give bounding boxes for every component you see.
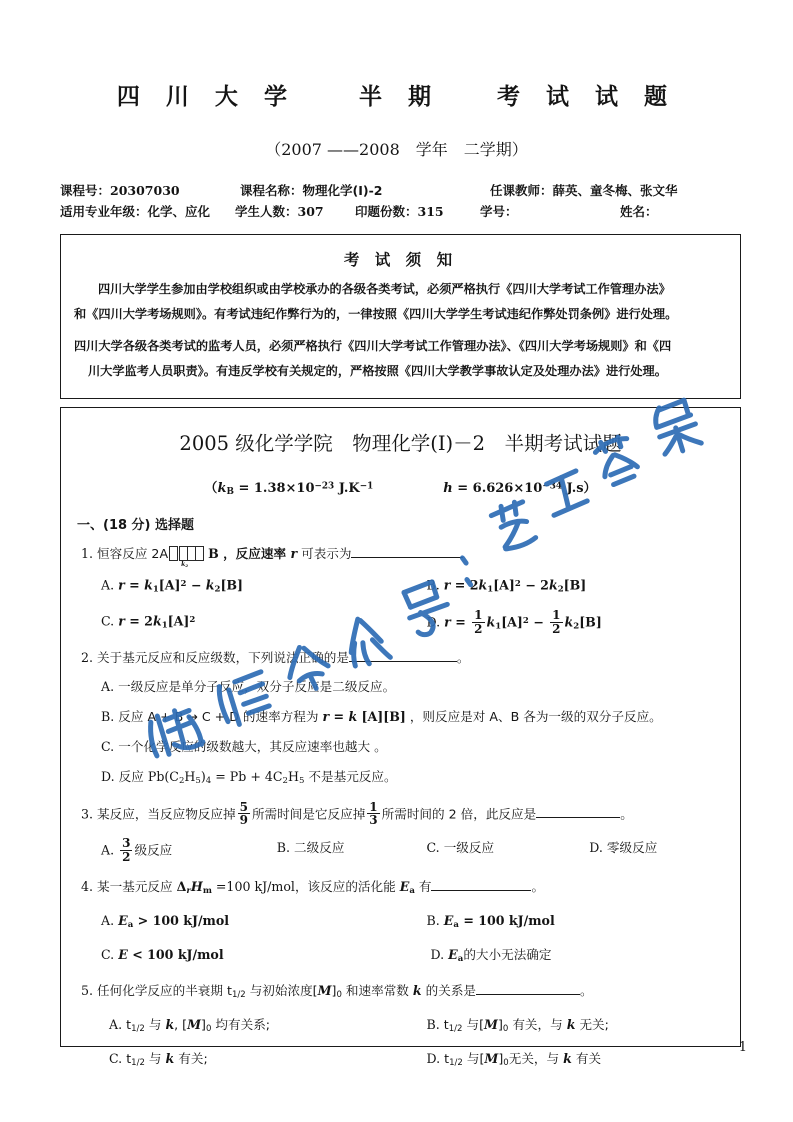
question-2-option-a (101, 677, 726, 697)
copies-label: 印题份数： (355, 204, 418, 219)
question-1-option-row-2: C. $r = 2k_1[A]^2$ D. r = $\frac{1}{2}$ $k_1[A]^2$ − $\frac{1}{2}$ $k_2[B]$ (101, 607, 602, 636)
question-5-option-c-label: C. (109, 1050, 123, 1066)
question-1 (75, 544, 726, 636)
question-3-number: 3. (81, 806, 94, 822)
concentration-symbol: M (317, 982, 332, 998)
major-value: 化学、应化 (147, 204, 211, 219)
question-1-number: 1. (81, 546, 94, 562)
question-5-option-row-1: A. $t_{1/2}$ 与 k, $[M]_0$ 均有关系; B. $t_{1/2}$ 与$[M]_0$ 有关，与 k 无关; (109, 1016, 609, 1034)
delta-subscript: r (186, 886, 191, 897)
major-label: 适用专业年级： (60, 204, 148, 219)
question-1-stem-a: 恒容反应 2A (97, 546, 169, 562)
answer-blank-4[interactable] (431, 890, 531, 891)
question-5-option-d-label: D. (426, 1050, 441, 1066)
students-value: 307 (297, 204, 324, 219)
students-label: 学生人数： (235, 204, 298, 219)
question-3-stem-a: 某反应，当反应物反应掉 (97, 806, 236, 822)
question-1-option-row-1: A. $r = k_1[A]^2 - k_2[B]$ B. $r = 2k_1[A]^2 - 2k_2[B]$ (101, 577, 587, 595)
physical-constants (75, 477, 726, 497)
question-4-stem-c: 有 (414, 879, 432, 895)
exam-type: 半 期 (358, 83, 440, 110)
question-3-option-b-text: 二级反应 (294, 840, 345, 855)
page-title (0, 78, 793, 111)
answer-blank-1[interactable] (351, 557, 463, 558)
question-2-option-a-text: 一级反应是单分子反应，双分子反应是二级反应。 (118, 678, 396, 694)
question-3-stem-end: 。 (620, 806, 633, 822)
question-4-number: 4. (81, 879, 94, 895)
question-2-option-c-text: 一个化学反应的级数越大，其反应速率也越大 。 (118, 738, 387, 754)
answer-blank-2[interactable] (349, 661, 457, 662)
fraction-five-ninths: $\frac{5}{9}$ (239, 799, 248, 828)
question-3-option-row (75, 838, 726, 864)
question-5-stem-b: 与初始浓度[ (245, 982, 318, 998)
kb-unit-exponent: −1 (359, 481, 374, 492)
question-5-stem-end: 。 (580, 982, 593, 998)
question-3-option-a-text: 级反应 (134, 842, 173, 858)
notice-paragraph-2a: 四川大学各级各类考试的监考人员，必须严格执行《四川大学考试工作管理办法》、《四川大学考场规则》和《四 (74, 339, 672, 353)
h-exponent: −34 (542, 481, 563, 492)
question-2-stem: 关于基元反应和反应级数，下列说法正确的是 (97, 649, 349, 665)
k2-subscript: 2 (185, 563, 189, 569)
delta-symbol: Δ (176, 879, 187, 895)
exam-content-box (60, 407, 741, 1069)
question-2-option-a-label: A. (101, 678, 115, 694)
question-2-option-b-label: B. (101, 708, 115, 724)
question-2-option-c (101, 737, 726, 757)
enthalpy-subscript: m (202, 886, 212, 897)
question-3-option-a-label: A. (101, 842, 115, 858)
notice-paragraph-1a: 四川大学学生参加由学校组织或由学校承办的各级各类考试，必须严格执行《四川大学考试工作管理办法》 (98, 282, 671, 296)
question-5-option-row-2: C. $t_{1/2}$ 与 k 有关; D. $t_{1/2}$ 与$[M]_0$无关，与 k 有关 (109, 1050, 602, 1069)
question-2-option-b: B. 反应 A + B → C + D 的速率方程为 r = k [A][B] ，则反应是对 A、B 各为一级的双分子反应。 (101, 708, 662, 724)
question-1-rate-var: r (290, 546, 298, 562)
question-5-stem-d: 的关系是 (421, 982, 477, 998)
kb-unit: J.K (334, 481, 360, 496)
question-4-option-a-label: A. (101, 913, 115, 929)
kb-exponent: −23 (314, 481, 335, 492)
question-2-option-d-label: D. (101, 768, 115, 784)
kb-value: = 1.38×10 (233, 481, 315, 496)
question-4-options (75, 911, 726, 969)
question-3-option-c-label: C. (426, 840, 440, 855)
question-3-stem-c: 所需时间的 2 倍，此反应是 (381, 806, 537, 822)
question-5-option-a-label: A. (109, 1016, 123, 1032)
question-3-stem-b: 所需时间是它反应掉 (251, 806, 366, 822)
question-4-option-c-label: C. (101, 947, 115, 963)
fraction-one-third: $\frac{1}{3}$ (369, 799, 378, 828)
question-4 (75, 877, 726, 969)
copies-value: 315 (417, 204, 444, 219)
concentration-subscript: 0 (336, 989, 342, 1000)
meta-row-1 (60, 180, 741, 201)
question-2-option-d: D. 反应 $Pb(C_2H_5)_4 = Pb + 4C_2H_5$ 不是基元反应。 (101, 768, 397, 786)
question-1-stem-c: 可表示为 (297, 546, 352, 562)
constants-open-paren: （ (204, 481, 218, 496)
activation-energy-symbol: E (399, 879, 410, 895)
meta-row-2 (60, 201, 741, 222)
question-3-option-d-label: D. (589, 840, 603, 855)
question-1-option-b-label: B. (426, 577, 440, 593)
rate-constant-symbol: k (412, 982, 422, 998)
question-2-number: 2. (81, 649, 94, 665)
course-meta (60, 180, 741, 222)
university-name: 四 川 大 学 (116, 83, 296, 110)
question-1-options (75, 574, 726, 636)
course-no-value: 20307030 (110, 183, 180, 198)
enthalpy-symbol: H (190, 879, 203, 895)
question-2 (75, 648, 726, 791)
course-no-label: 课程号： (60, 183, 111, 198)
exam-notice-box (60, 234, 741, 399)
question-2-stem-end: 。 (456, 649, 470, 665)
h-unit: J.s (562, 481, 584, 496)
notice-paragraph-2b: 川大学监考人员职责》。有违反学校有关规定的，严格按照《四川大学教学事故认定及处理办法》进行处理。 (88, 364, 667, 378)
half-life-subscript: 1/2 (231, 989, 246, 1000)
constants-close-paren: ） (583, 481, 597, 496)
question-4-stem-end: 。 (531, 879, 545, 895)
activation-energy-subscript: a (409, 886, 415, 897)
question-3 (75, 799, 726, 864)
academic-year: （2007 ——2008 学年 二学期） (265, 140, 528, 159)
student-name-label: 姓名： (620, 204, 658, 219)
teacher-label: 任课教师： (490, 183, 553, 198)
k2-symbol: k (181, 561, 186, 569)
h-value: = 6.626×10 (452, 481, 543, 496)
question-4-option-b-label: B. (426, 913, 440, 929)
exam-title: 2005 级化学学院 物理化学(I)－2 半期考试试题 (179, 432, 622, 455)
question-1-option-d-label: D. (426, 614, 441, 630)
question-4-option-d-label: D. (430, 947, 445, 963)
answer-blank-3[interactable] (536, 817, 620, 818)
h-symbol: h (443, 481, 453, 496)
question-4-option-row-1: A. $E_a > 100$ kJ/mol B. $E_a = 100$ kJ/mol (101, 913, 555, 931)
question-5-number: 5. (81, 982, 94, 998)
question-5-options (75, 1015, 726, 1073)
fraction-one-half-a: $\frac{1}{2}$ (474, 607, 483, 636)
question-3-option-b-label: B. (276, 840, 291, 855)
question-1-stem-b: B ，反应速率 (208, 546, 291, 562)
fraction-one-half-b: $\frac{1}{2}$ (552, 607, 561, 636)
course-name-label: 课程名称： (240, 183, 303, 198)
question-3-options (75, 838, 726, 864)
question-2-option-c-label: C. (101, 738, 115, 754)
question-5-option-b-label: B. (426, 1016, 440, 1032)
question-5: 5. 任何化学反应的半衰期 $t_{1/2}$ 与初始浓度$[M]_0$ 和速率常数 k 的关系是 。 A. $t_{1/2}$ 与 k, $[M]_0$ 均有关系; B. $t_{1/2}$ 与$[M]_0$ 有关，与 k 无关; C. $t_{1/2}$ 与 k 有关; D. $t_{1/2}$ 与$[M]_0$无关，与 k 有关 (75, 981, 726, 1073)
section-heading: 一、(18 分) 选择题 (77, 518, 195, 534)
question-5-stem-a: 任何化学反应的半衰期 t (97, 982, 232, 998)
question-3-option-c-text: 一级反应 (443, 840, 495, 855)
question-1-option-c-label: C. (101, 613, 115, 629)
question-4-stem-a: 某一基元反应 (97, 879, 177, 895)
notice-paragraph-1b: 和《四川大学考场规则》。有考试违纪作弊行为的，一律按照《四川大学学生考试违纪作弊处罚条例》进行处理。 (74, 307, 678, 321)
course-name-value: 物理化学(I)-2 (302, 183, 383, 198)
exam-label: 考 试 试 题 (497, 83, 677, 110)
teacher-value: 薛英、童冬梅、张文华 (552, 183, 678, 198)
question-1-option-a-label: A. (101, 577, 115, 593)
question-5-stem-c: 和速率常数 (341, 982, 413, 998)
kb-symbol: k (217, 481, 227, 496)
fraction-three-halves: $\frac{3}{2}$ (122, 836, 131, 864)
answer-blank-5[interactable] (476, 994, 580, 995)
kb-subscript: B (226, 487, 234, 498)
question-2-options (75, 677, 726, 791)
question-4-option-row-2: C. E < 100 kJ/mol D. $E_a$的大小无法确定 (101, 947, 552, 965)
equilibrium-arrow-icon (169, 546, 207, 569)
student-id-label: 学号： (480, 204, 518, 219)
question-3-option-d-text: 零级反应 (606, 840, 658, 855)
page-number: 1 (738, 1040, 747, 1055)
notice-title: 考 试 须 知 (343, 251, 458, 269)
question-4-stem-b: =100 kJ/mol，该反应的活化能 (211, 879, 400, 895)
